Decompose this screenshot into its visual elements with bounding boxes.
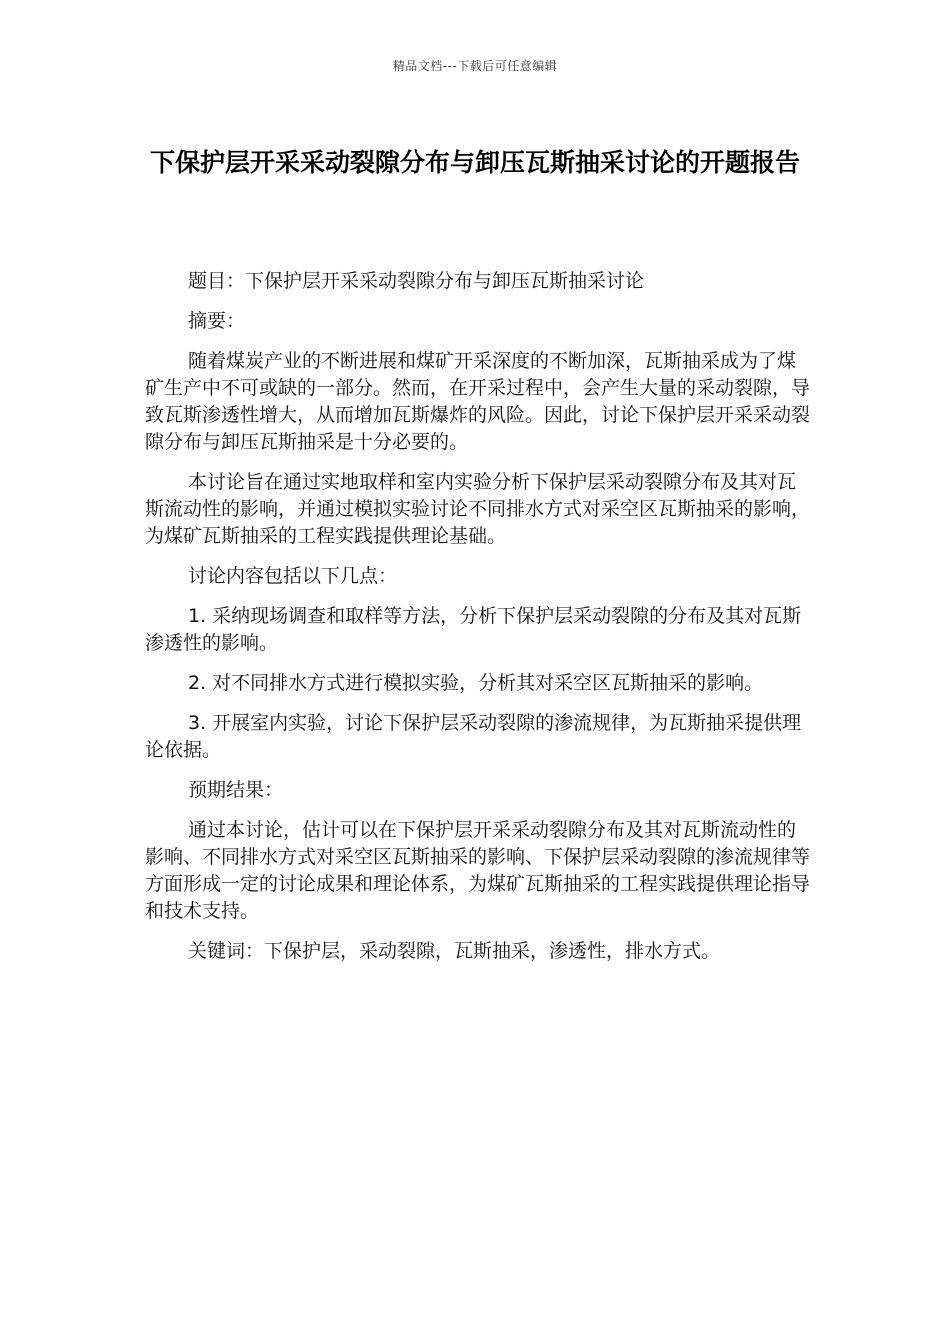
paragraph-purpose: 本讨论旨在通过实地取样和室内实验分析下保护层采动裂隙分布及其对瓦斯流动性的影响，并通过模拟实验讨论不同排水方式对采空区瓦斯抽采的影响，为煤矿瓦斯抽采的工程实践提供理论基础。: [145, 471, 811, 547]
header-note: 精品文档---下载后可任意编辑: [392, 59, 558, 73]
paragraph-expected-results: 通过本讨论，估计可以在下保护层开采采动裂隙分布及其对瓦斯流动性的影响、不同排水方式对采空区瓦斯抽采的影响、下保护层采动裂隙的渗流规律等方面形成一定的讨论成果和理论体系，为煤矿瓦斯抽采的工程实践提供理论指导和技术支持。: [145, 819, 811, 922]
paragraph-item-1: 1. 采纳现场调查和取样等方法，分析下保护层采动裂隙的分布及其对瓦斯渗透性的影响。: [145, 605, 802, 654]
paragraph-item-2: 2. 对不同排水方式进行模拟实验，分析其对采空区瓦斯抽采的影响。: [188, 672, 764, 694]
paragraph-expected-label: 预期结果：: [188, 779, 284, 801]
document-title: 下保护层开采采动裂隙分布与卸压瓦斯抽采讨论的开题报告: [149, 148, 800, 177]
paragraph-keywords: 关键词：下保护层，采动裂隙，瓦斯抽采，渗透性，排水方式。: [188, 940, 721, 962]
paragraph-background: 随着煤炭产业的不断进展和煤矿开采深度的不断加深，瓦斯抽采成为了煤矿生产中不可或缺的一部分。然而，在开采过程中，会产生大量的采动裂隙，导致瓦斯渗透性增大，从而增加瓦斯爆炸的风险。因此，讨论下保护层开采采动裂隙分布与卸压瓦斯抽采是十分必要的。: [145, 350, 811, 453]
document-body: [145, 268, 810, 978]
paragraph-topic: 题目：下保护层开采采动裂隙分布与卸压瓦斯抽采讨论: [188, 270, 645, 292]
paragraph-content-intro: 讨论内容包括以下几点：: [188, 565, 398, 587]
paragraph-item-3: 3. 开展室内实验，讨论下保护层采动裂隙的渗流规律，为瓦斯抽采提供理论依据。: [145, 712, 802, 761]
paragraph-abstract-label: 摘要：: [188, 310, 246, 332]
